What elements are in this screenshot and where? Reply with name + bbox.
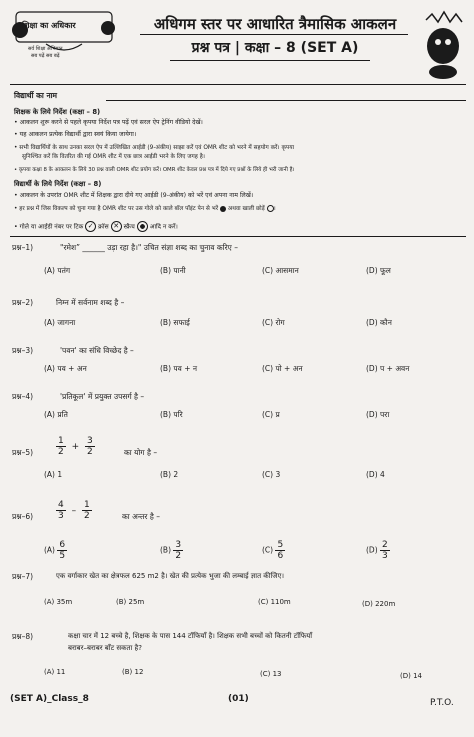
question-label: प्रश्न–5) — [12, 448, 34, 457]
question-label: प्रश्न–7) — [12, 572, 34, 581]
question-text: 'प्रतिकूल' में प्रयुक्त उपसर्ग है – — [60, 392, 145, 401]
student-instruction-item: • गोले या आईडी नंबर पर टिक ✓ क्रॉस ✕ स्क्रैच आदि न करें। — [14, 222, 178, 231]
student-name-label: विद्यार्थी का नाम — [14, 91, 58, 100]
student-instructions-heading: विद्यार्थी के लिये निर्देश (कक्षा – 8) — [14, 180, 102, 188]
option-c[interactable]: (C) $\frac{5}{6}$ — [262, 540, 284, 561]
filled-circle-icon — [220, 206, 226, 212]
mascot-icon — [418, 10, 468, 82]
option-c[interactable]: (C) प्र — [262, 410, 280, 419]
header-divider — [10, 84, 466, 85]
fraction: $\frac{3}{2}$ — [87, 436, 93, 457]
question-text: "रमेश” ______ उड़ा रहा है।" उचित संज्ञा शब्द का चुनाव करिए – — [60, 243, 238, 252]
option-c[interactable]: (C) पो + अन — [262, 364, 303, 373]
teacher-instructions-heading: शिक्षक के लिये निर्देश (कक्षा – 8) — [14, 108, 101, 116]
option-d[interactable]: (D) परा — [366, 410, 390, 419]
question-label: प्रश्न–3) — [12, 346, 34, 355]
title-divider — [140, 34, 408, 35]
student-name-line — [106, 100, 466, 101]
option-b[interactable]: (B) परि — [160, 410, 183, 419]
option-d[interactable]: (D) 14 — [400, 672, 422, 680]
option-d[interactable]: (D) कौन — [366, 318, 392, 327]
question-text-continued: बराबर–बराबर बाँट सकता है? — [68, 644, 142, 652]
option-b[interactable]: (B) पानी — [160, 266, 186, 275]
fraction: $\frac{1}{2}$ — [83, 500, 90, 521]
fraction-expression: $\frac{1}{2}$ + $\frac{3}{2}$ — [58, 436, 93, 457]
option-b[interactable]: (B) सफाई — [160, 318, 190, 327]
scratch-circle-icon — [137, 221, 148, 232]
option-a[interactable]: (A) जागना — [44, 318, 76, 327]
option-b[interactable]: (B) $\frac{3}{2}$ — [160, 540, 182, 561]
student-instruction-item: • आकलन के उपरांत OMR शीट में शिक्षक द्वारा दीये गए आईडी (9-अंकीय) को भरें एवं अपना नाम लिखें। — [14, 192, 254, 199]
option-b[interactable]: (B) 25m — [116, 598, 145, 606]
tick-circle-icon: ✓ — [85, 221, 96, 232]
option-d[interactable]: (D) प + अवन — [366, 364, 410, 373]
question-label: प्रश्न–1) — [12, 243, 34, 252]
option-a[interactable]: (A) पतंग — [44, 266, 71, 275]
footer-set-label: (SET A)_Class_8 — [10, 694, 89, 704]
option-c[interactable]: (C) आसमान — [262, 266, 299, 275]
option-a[interactable]: (A) प्रति — [44, 410, 68, 419]
question-label: प्रश्न–8) — [12, 632, 34, 641]
question-label: प्रश्न–6) — [12, 512, 34, 521]
cross-circle-icon: ✕ — [111, 221, 122, 232]
teacher-instruction-item: • कृपया कक्षा 8 के आकलन के लिये 30 प्रश्न वाली OMR शीट प्रयोग करें। OMR शीट केवल प्रश्न पत्र में दिये गए प्रश्नों के लिये ही भरी जानी है। — [14, 167, 295, 173]
option-c[interactable]: (C) रोग — [262, 318, 285, 327]
question-text: निम्न में सर्वनाम शब्द है – — [56, 298, 125, 307]
question-text: का योग है – — [124, 448, 158, 457]
question-text: 'पवन' का संधि विच्छेद है – — [60, 346, 134, 355]
page-subtitle: प्रश्न पत्र | कक्षा – 8 (SET A) — [191, 40, 359, 56]
fraction: $\frac{1}{2}$ — [58, 436, 64, 457]
empty-circle-icon — [267, 205, 274, 212]
fraction-expression: $\frac{4}{3}$ – $\frac{1}{2}$ — [58, 500, 90, 521]
fraction: $\frac{4}{3}$ — [58, 500, 64, 521]
rte-logo-icon — [6, 8, 122, 78]
logo-title: शिक्षा का अधिकार — [22, 21, 76, 30]
option-b[interactable]: (B) 2 — [160, 470, 179, 479]
option-c[interactable]: (C) 3 — [262, 470, 281, 479]
instructions-divider — [10, 236, 466, 237]
option-c[interactable]: (C) 13 — [260, 670, 282, 678]
option-d[interactable]: (D) $\frac{2}{3}$ — [366, 540, 388, 561]
teacher-instruction-item: • यह आकलन प्रत्येक विद्यार्थी द्वारा स्वयं किया जायेगा। — [14, 131, 137, 138]
option-b[interactable]: (B) 12 — [122, 668, 144, 676]
subtitle-underline — [170, 60, 370, 61]
pto-label: P.T.O. — [430, 698, 454, 708]
option-d[interactable]: (D) 4 — [366, 470, 385, 479]
option-b[interactable]: (B) पव + न — [160, 364, 198, 373]
option-a[interactable]: (A) $\frac{6}{5}$ — [44, 540, 66, 561]
option-a[interactable]: (A) 35m — [44, 598, 73, 606]
logo-subtitle: सर्व शिक्षा अभियान सब पढ़ें सब बढ़ें — [28, 46, 63, 59]
page-title: अधिगम स्तर पर आधारित त्रैमासिक आकलन — [153, 15, 397, 33]
question-text: एक वर्गाकार खेत का क्षेत्रफल 625 m2 है। खेत की प्रत्येक भुजा की लम्बाई ज्ञात कीजिए। — [56, 572, 285, 580]
page-number: (01) — [228, 694, 249, 704]
option-a[interactable]: (A) 1 — [44, 470, 63, 479]
option-d[interactable]: (D) 220m — [362, 600, 396, 608]
teacher-instruction-item: • सभी विद्यार्थियों के साथ उनका सरल ऐप में उल्लिखित आईडी (9-अंकीय) साझा करें एवं OMR शीट को भरने में सहयोग करें। कृपया — [14, 145, 295, 151]
teacher-instruction-item: सुनिश्चित करें कि वितरित की गई OMR शीट में एक छात्र आईडी भरने के लिए जगह है। — [22, 154, 206, 160]
question-text: कक्षा चार में 12 बच्चे है, शिक्षक के पास 144 टॉफियाँ है। शिक्षक सभी बच्चों को कितनी टॉफियाँ — [68, 632, 313, 640]
option-d[interactable]: (D) फूल — [366, 266, 391, 275]
option-a[interactable]: (A) 11 — [44, 668, 66, 676]
question-text: का अन्तर है – — [122, 512, 160, 521]
teacher-instruction-item: • आकलन शुरू करने से पहले कृपया निर्देश पत्र पढ़ें एवं सरल ऐप ट्रेनिंग वीडियो देखें। — [14, 119, 203, 126]
option-c[interactable]: (C) 110m — [258, 598, 291, 606]
student-instruction-item: • हर प्रश्न में जिस विकल्प को चुना गया है OMR शीट पर उस गोले को काले बॉल पॉइंट पेन से भरें अथवा खाली छोड़ें । — [14, 206, 276, 212]
option-a[interactable]: (A) पव + अन — [44, 364, 87, 373]
question-label: प्रश्न–4) — [12, 392, 34, 401]
question-label: प्रश्न–2) — [12, 298, 34, 307]
